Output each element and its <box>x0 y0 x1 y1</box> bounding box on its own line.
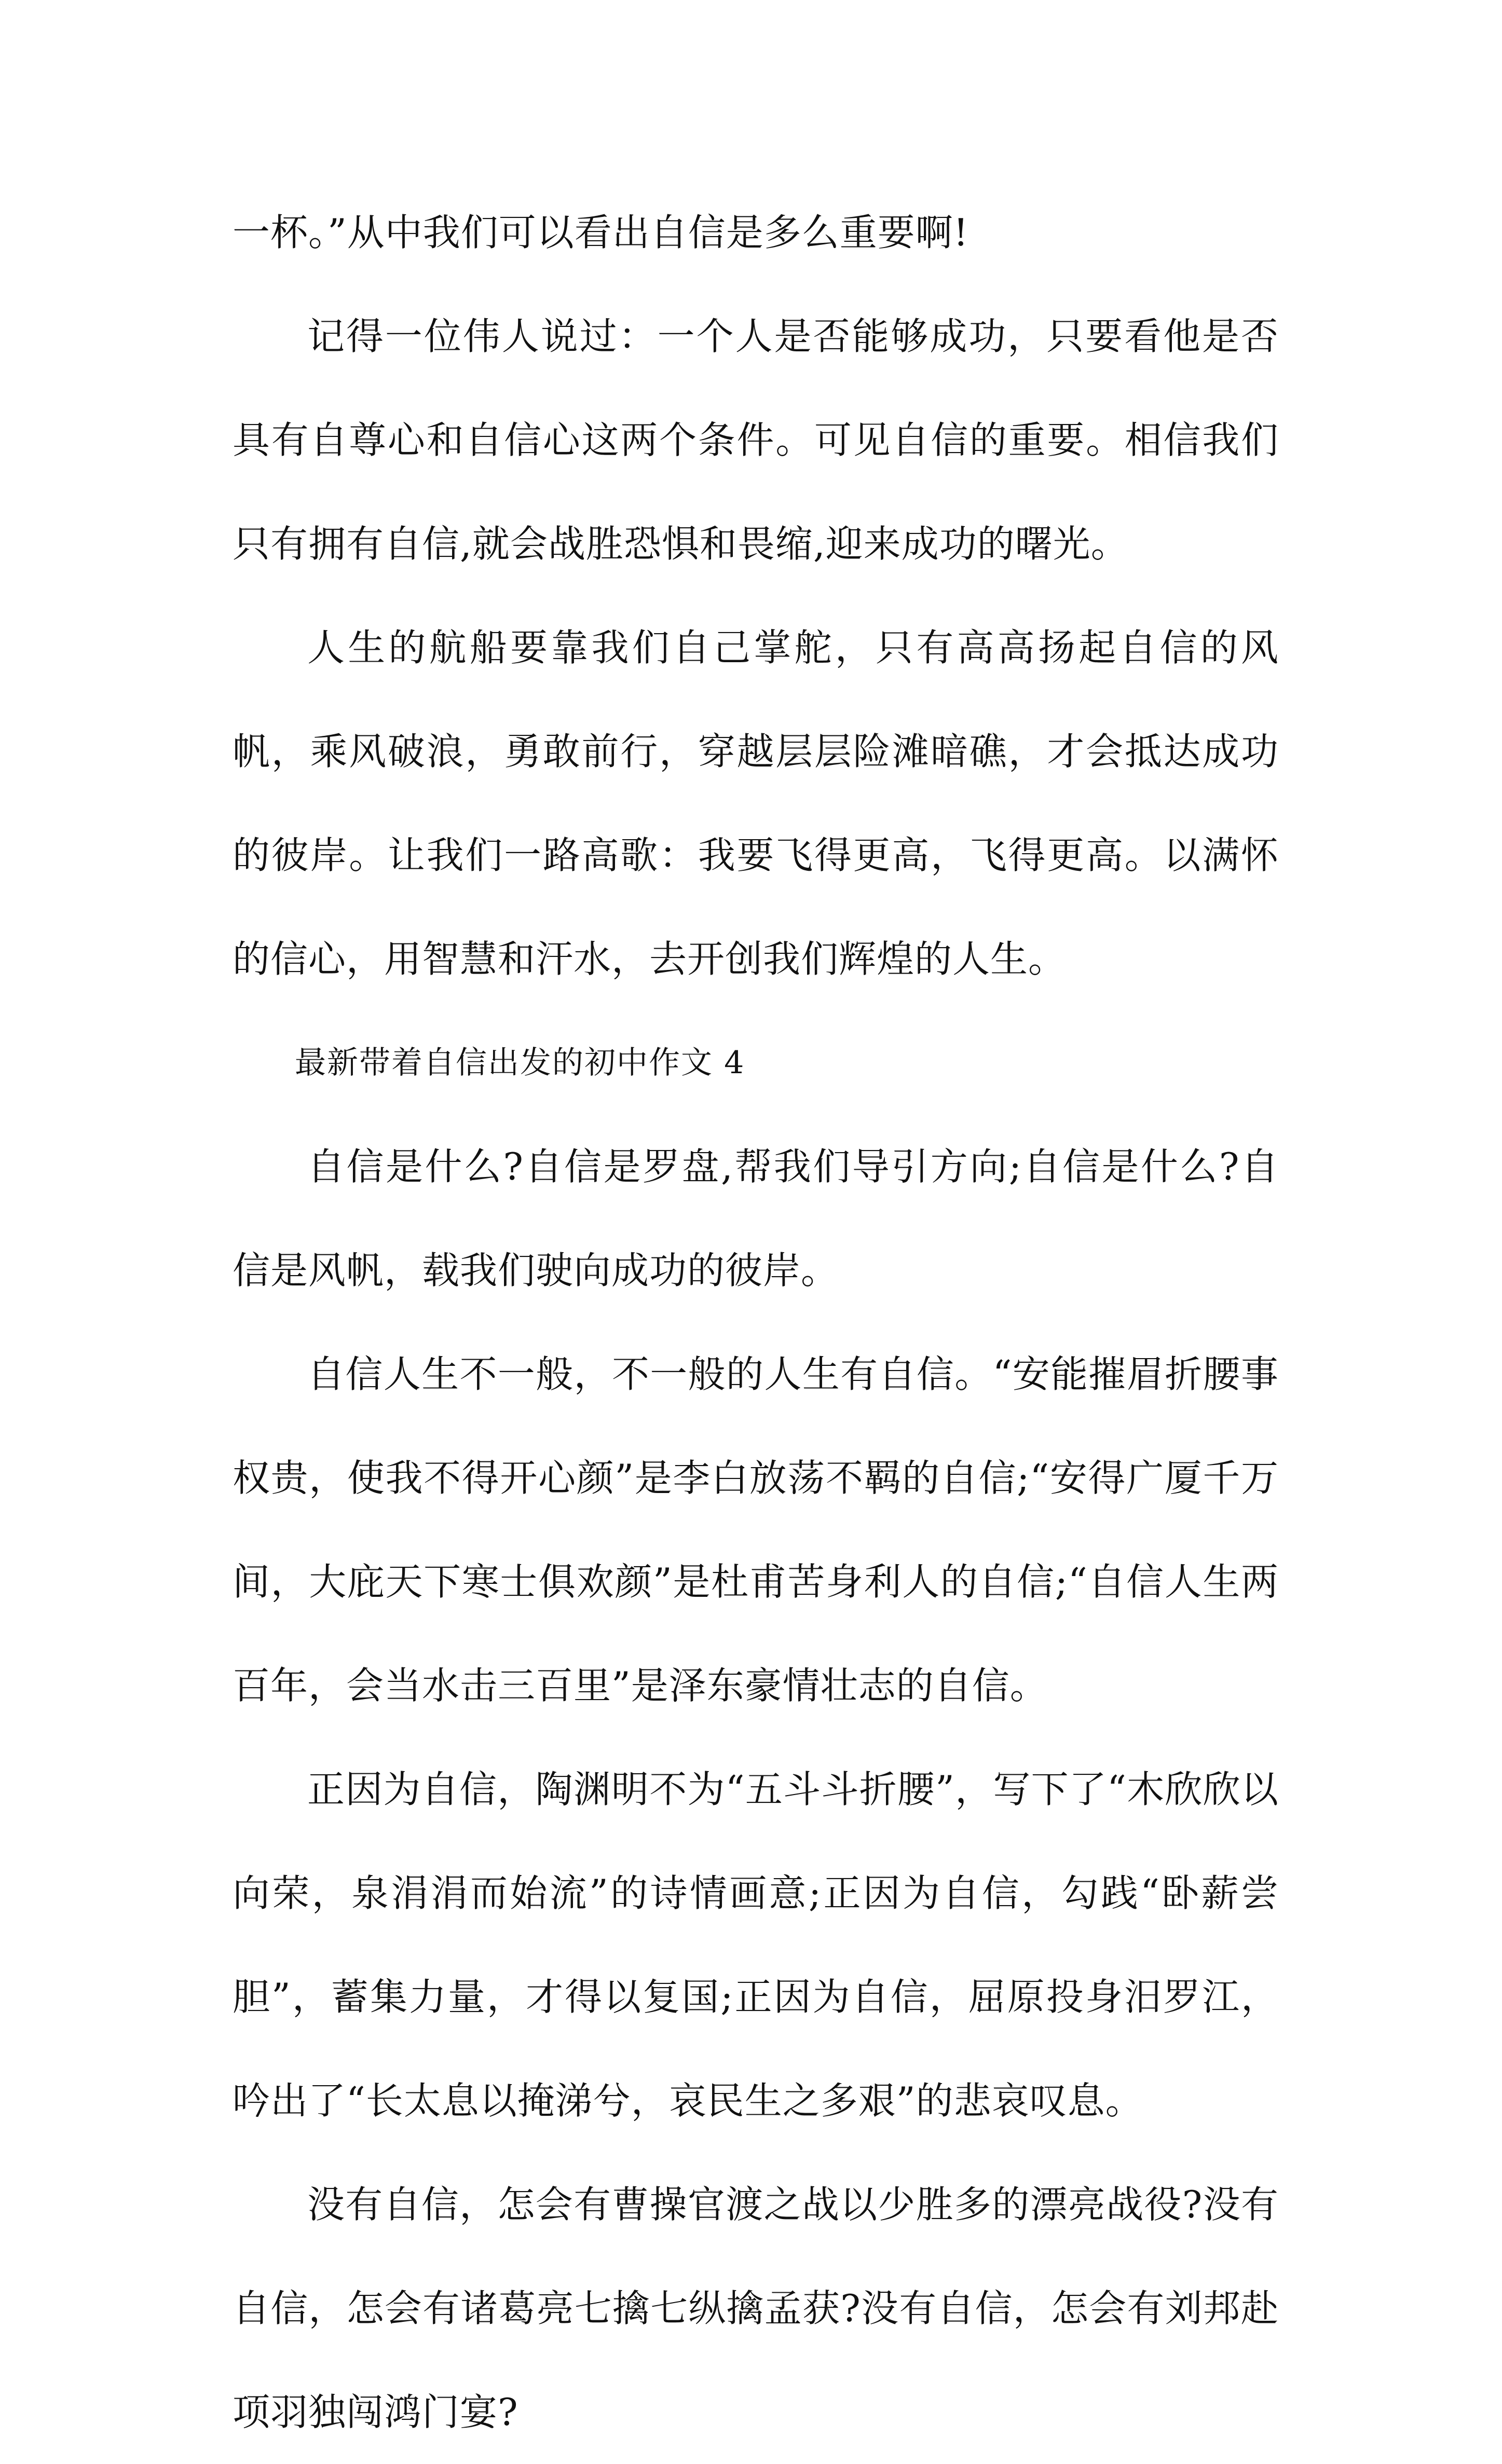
document-body <box>233 181 1279 2464</box>
paragraph-what-is-confidence: 自信是什么?自信是罗盘,帮我们导引方向;自信是什么?自信是风帆，载我们驶向成功的彼岸。 <box>233 1145 1279 1292</box>
paragraph-without-confidence: 没有自信，怎会有曹操官渡之战以少胜多的漂亮战役?没有自信，怎会有诸葛亮七擒七纵擒孟获?没有自信，怎会有刘邦赴项羽独闯鸿门宴? <box>233 2183 1279 2434</box>
essay-heading: 最新带着自信出发的初中作文 4 <box>295 1045 745 1081</box>
paragraph-because-of-confidence: 正因为自信，陶渊明不为“五斗斗折腰”，写下了“木欣欣以向荣，泉涓涓而始流”的诗情画意;正因为自信，勾践“卧薪尝胆”，蓄集力量，才得以复国;正因为自信，屈原投身汨罗江，吟出了“长太息以掩涕兮，哀民生之多艰”的悲哀叹息。 <box>233 1768 1279 2123</box>
paragraph-poets-confidence: 自信人生不一般，不一般的人生有自信。“安能摧眉折腰事权贵，使我不得开心颜”是李白放荡不羁的自信;“安得广厦千万间，大庇天下寒士俱欢颜”是杜甫苦身利人的自信;“自信人生两百年，会当水击三百里”是泽东豪情壮志的自信。 <box>233 1352 1279 1707</box>
paragraph-life-ship: 人生的航船要靠我们自己掌舵，只有高高扬起自信的风帆，乘风破浪，勇敢前行，穿越层层险滩暗礁，才会抵达成功的彼岸。让我们一路高歌：我要飞得更高，飞得更高。以满怀的信心，用智慧和汗水，去开创我们辉煌的人生。 <box>233 626 1279 981</box>
paragraph-continuation: 一杯。”从中我们可以看出自信是多么重要啊! <box>233 211 969 254</box>
paragraph-great-man-quote: 记得一位伟人说过：一个人是否能够成功，只要看他是否具有自尊心和自信心这两个条件。可见自信的重要。相信我们只有拥有自信,就会战胜恐惧和畏缩,迎来成功的曙光。 <box>233 314 1279 566</box>
